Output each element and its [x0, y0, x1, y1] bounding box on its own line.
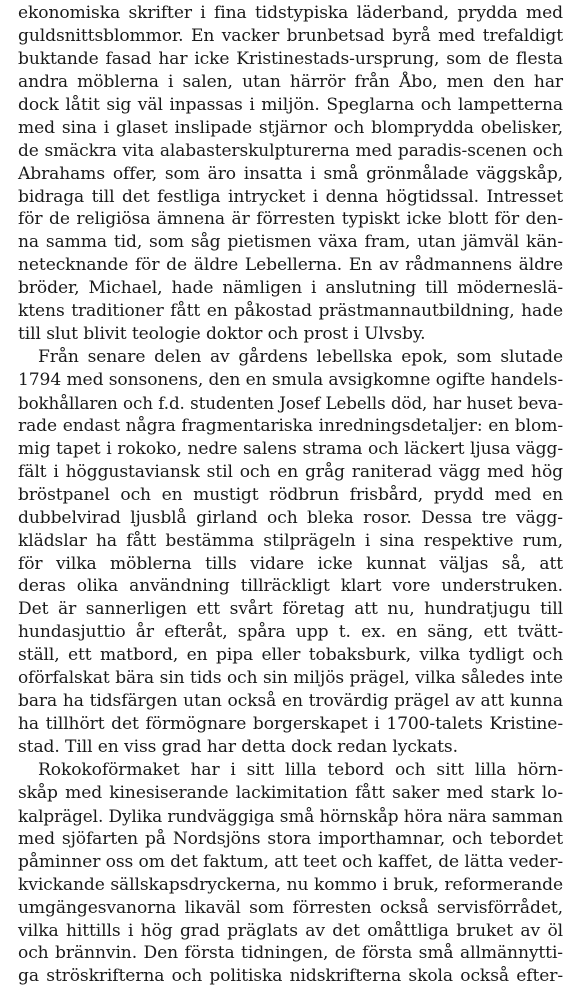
text-line: dubbelvirad ljusblå girland och bleka rosor. Dessa tre vägg-: [18, 507, 563, 528]
text-line: vilka hittills i hög grad präglats av det omåttliga bruket av öl: [18, 920, 563, 941]
text-line: ga ströskrifterna och politiska nidskrifterna skola också efter-: [18, 966, 563, 987]
text-line: deras olika användning tillräckligt klart vore understruken.: [18, 576, 563, 597]
document-page: [18, 2, 563, 988]
text-line: bara ha tidsfärgen utan också en trovärdig prägel av att kunna: [18, 691, 563, 712]
text-line: oförfalskat bära sin tids och sin miljös prägel, vilka således inte: [18, 668, 563, 689]
text-line: rade endast några fragmentariska inredningsdetaljer: en blom-: [18, 415, 563, 436]
text-line: påminner oss om det faktum, att teet och kaffet, de lätta veder-: [18, 851, 563, 872]
text-line: de smäckra vita alabasterskulpturerna med paradis-scenen och: [18, 140, 563, 161]
text-line: ha tillhört det förmögnare borgerskapet i 1700-talets Kristine-: [18, 714, 563, 735]
text-line: netecknande för de äldre Lebellerna. En av rådmannens äldre: [18, 255, 563, 276]
text-line: bokhållaren och f.d. studenten Josef Lebells död, har huset beva-: [18, 392, 563, 413]
text-line: ställ, ett matbord, en pipa eller tobaksburk, vilka tydligt och: [18, 645, 563, 666]
text-line: umgängesvanorna likaväl som förresten också servisförrådet,: [18, 897, 563, 918]
text-line: med sina i glaset inslipade stjärnor och blomprydda obelisker,: [18, 117, 563, 138]
text-line: och brännvin. Den första tidningen, de första små allmännytti-: [18, 943, 563, 964]
text-line: dock låtit sig väl inpassas i miljön. Speglarna och lampetterna: [18, 94, 563, 115]
text-line: för vilka möblerna tills vidare icke kunnat väljas så, att: [18, 553, 563, 574]
text-line: guldsnittsblommor. En vacker brunbetsad byrå med trefaldigt: [18, 25, 563, 46]
text-line: kvickande sällskapsdryckerna, nu kommo i bruk, reformerande: [18, 874, 563, 895]
text-line: klädslar ha fått bestämma stilprägeln i sina respektive rum,: [18, 530, 563, 551]
text-line: ekonomiska skrifter i fina tidstypiska läderband, prydda med: [18, 3, 563, 23]
text-line: för de religiösa ämnena är förresten typiskt icke blott för den-: [18, 209, 563, 230]
text-line: fält i höggustaviansk stil och en gråg raniterad vägg med hög: [18, 461, 563, 482]
text-line: 1794 med sonsonens, den en smula avsigkomne ogifte handels-: [18, 370, 563, 390]
text-line: ktens traditioner fått en påkostad prästmannautbildning, hade: [18, 301, 563, 322]
text-line: hundasjuttio år efteråt, spåra upp t. ex. en säng, ett tvätt-: [18, 622, 563, 643]
text-line: Från senare delen av gårdens lebellska epok, som slutade: [38, 347, 563, 368]
text-line: bidraga till det festliga intrycket i denna högtidssal. Intresset: [18, 186, 563, 207]
text-line: Rokokoförmaket har i sitt lilla tebord och sitt lilla hörn-: [38, 759, 563, 780]
text-line: Det är sannerligen ett svårt företag att nu, hundratjugu till: [18, 599, 563, 620]
text-line: till slut blivit teologie doktor och prost i Ulvsby.: [18, 324, 426, 345]
text-line: buktande fasad har icke Kristinestads-ursprung, som de flesta: [18, 48, 563, 69]
text-line: kalprägel. Dylika rundväggiga små hörnskåp höra nära samman: [18, 805, 563, 826]
text-line: bröder, Michael, hade nämligen i anslutning till möderneslä-: [18, 278, 563, 299]
text-line: stad. Till en viss grad har detta dock redan lyckats.: [18, 737, 458, 757]
text-line: andra möblerna i salen, utan härrör från Åbo, men den har: [18, 71, 563, 92]
text-line: mig tapet i rokoko, nedre salens strama och läckert ljusa vägg-: [18, 438, 563, 459]
text-line: bröstpanel och en mustigt rödbrun frisbård, prydd med en: [18, 484, 563, 505]
text-line: med sjöfarten på Nordsjöns stora importhamnar, och tebordet: [18, 828, 563, 849]
text-line: Abrahams offer, som äro insatta i små grönmålade väggskåp,: [18, 163, 563, 184]
text-line: na samma tid, som såg pietismen växa fram, utan jämväl kän-: [18, 232, 563, 253]
text-line: skåp med kinesiserande lackimitation fått saker med stark lo-: [18, 782, 563, 803]
